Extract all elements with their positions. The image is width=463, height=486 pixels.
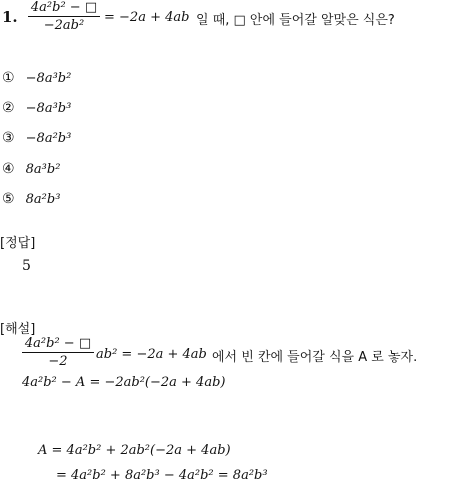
question-fraction: [28, 0, 100, 33]
solution-line1-text: 에서 빈 칸에 들어갈 식을 A 로 놓자.: [212, 350, 418, 365]
solution-fraction-numerator: 4a²b² − □: [24, 336, 92, 351]
choice-marker: ③: [2, 130, 15, 146]
choice-expression: −8a³b³: [25, 101, 72, 116]
choice-marker: ②: [2, 100, 15, 116]
solution-heading: [해설]: [0, 322, 36, 337]
fraction-bar: [28, 16, 100, 17]
answer-heading: [정답]: [0, 236, 36, 251]
choice-4[interactable]: [2, 158, 60, 177]
choice-marker: ①: [2, 70, 15, 86]
question-number: 1.: [2, 8, 18, 26]
choice-5[interactable]: [2, 188, 60, 207]
choice-expression: −8a²b³: [25, 131, 72, 146]
choice-marker: ④: [2, 161, 15, 177]
solution-line1-equation: ab² = −2a + 4ab: [96, 347, 207, 362]
question-equation: = −2a + 4ab: [104, 10, 190, 25]
solution-fraction-denominator: −2: [48, 354, 68, 369]
question-fraction-denominator: −2ab²: [43, 18, 85, 33]
choice-3[interactable]: [2, 127, 71, 146]
choice-expression: 8a²b³: [25, 192, 61, 207]
question-text: 일 때, □ 안에 들어갈 알맞은 식은?: [196, 13, 395, 28]
answer-value: 5: [22, 258, 31, 274]
choice-expression: −8a³b²: [25, 71, 72, 86]
solution-fraction: [22, 336, 94, 369]
question-fraction-numerator: 4a²b² − □: [30, 0, 98, 15]
choice-marker: ⑤: [2, 191, 15, 207]
choice-2[interactable]: [2, 97, 71, 116]
solution-line4: = 4a²b² + 8a²b³ − 4a²b² = 8a²b³: [56, 468, 268, 483]
choice-expression: 8a³b²: [25, 162, 61, 177]
solution-line3: A = 4a²b² + 2ab²(−2a + 4ab): [38, 443, 231, 458]
choice-1[interactable]: [2, 67, 71, 86]
solution-line2: 4a²b² − A = −2ab²(−2a + 4ab): [22, 375, 226, 390]
fraction-bar: [22, 352, 94, 353]
